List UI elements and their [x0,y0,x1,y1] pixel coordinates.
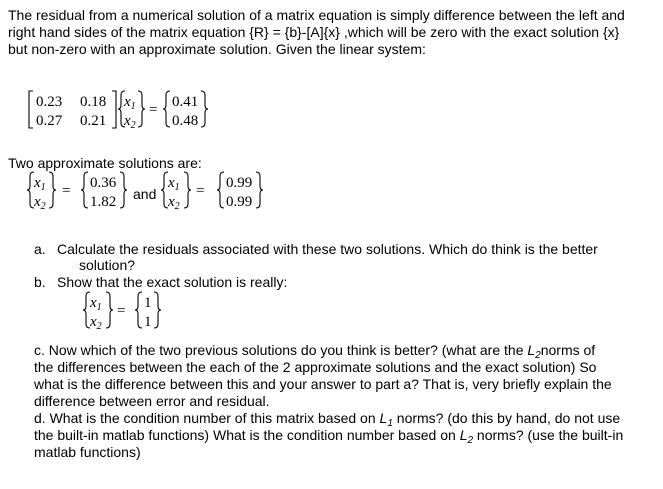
sol1-x2: $x_2$ [34,194,46,212]
sol2-v1: 0.99 [226,175,253,191]
item-a-line-1: Calculate the residuals associated with these two solutions. Which do think is the better [57,241,598,257]
sol2-x2: $x_2$ [168,194,180,212]
item-c-line-3: what is the difference between this and your answer to part a? That is, very briefly explain the [34,376,612,392]
matrix-a11: 0.23 [36,94,63,110]
item-b-line-1: Show that the exact solution is really: [57,274,288,290]
rhs-left-brace [163,91,170,127]
item-c-line-4: difference between error and residual. [34,393,270,409]
sol1-x1: $x_1$ [34,175,46,193]
item-c-label: c. [34,342,45,358]
item-a-line-2: solution? [79,257,136,273]
exact-x-left-brace [83,292,90,328]
exact-v2: 1 [144,314,152,330]
item-d-line-1: d. What is the condition number of this matrix based on $L_1$ norms? (do this by hand, do not use [34,410,621,429]
matrix-right-bracket [112,91,116,128]
l2-norm-symbol: $L_2$ [527,342,541,361]
sol1-v2: 1.82 [90,194,117,210]
equals-sign: = [149,102,158,118]
sol2-val-right-brace [256,172,263,208]
intro-line-1: The residual from a numerical solution of a matrix equation is simply difference between the left and [8,7,625,23]
and-word: and [133,186,157,202]
exact-x2: $x_2$ [90,314,102,332]
rhs-b1: 0.41 [172,94,199,110]
exact-equals: = [117,303,126,319]
exact-v1: 1 [144,295,152,311]
x-vector-right-brace [138,91,145,127]
l2-norm-symbol-d: $L_2$ [459,427,474,446]
sol1-val-right-brace [120,172,127,208]
sol2-x-left-brace [161,172,168,208]
sol2-val-left-brace [217,172,224,208]
sol1-v1: 0.36 [90,175,117,191]
x-vector-x1: $x_1$ [124,94,136,112]
rhs-b2: 0.48 [172,113,199,129]
sol2-v2: 0.99 [226,194,253,210]
intro-line-3: but non-zero with an approximate solution. Given the linear system: [8,41,426,57]
item-d-label: d. [34,410,46,426]
matrix-a22: 0.21 [80,113,107,129]
exact-val-left-brace [135,292,142,328]
matrix-left-bracket [29,91,33,128]
l1-norm-symbol: $L_1$ [379,410,393,429]
item-d-line-2: the built-in matlab functions) What is the condition number based on $L_2$ norms? (use the built-in [34,427,624,446]
sol2-x-right-brace [184,172,191,208]
approx-heading: Two approximate solutions are: [8,155,202,171]
item-c-line-2: the differences between the each of the 2 approximate solutions and the exact solution) So [34,359,597,375]
exact-x1: $x_1$ [90,295,102,313]
sol1-x-left-brace [27,172,34,208]
item-c-line-1: c. Now which of the two previous solutions do you think is better? (what are the $L_2norms$ of [34,342,596,361]
rhs-right-brace [201,91,208,127]
item-b-label: b. [34,274,46,290]
intro-line-2: right hand sides of the matrix equation {R} = {b}-[A]{x} ,which will be zero with the exact solution {x} [8,24,620,40]
x-vector-x2: $x_2$ [124,113,136,131]
sol2-equals: = [196,183,205,199]
sol2-x1: $x_1$ [168,175,180,193]
exact-val-right-brace [154,292,161,328]
item-d-line-3: matlab functions) [34,444,141,460]
sol1-val-left-brace [81,172,88,208]
sol1-equals: = [62,183,71,199]
sol1-x-right-brace [49,172,56,208]
matrix-a12: 0.18 [80,94,107,110]
item-a-label: a. [34,241,46,257]
matrix-a21: 0.27 [36,113,63,129]
exact-x-right-brace [106,292,113,328]
